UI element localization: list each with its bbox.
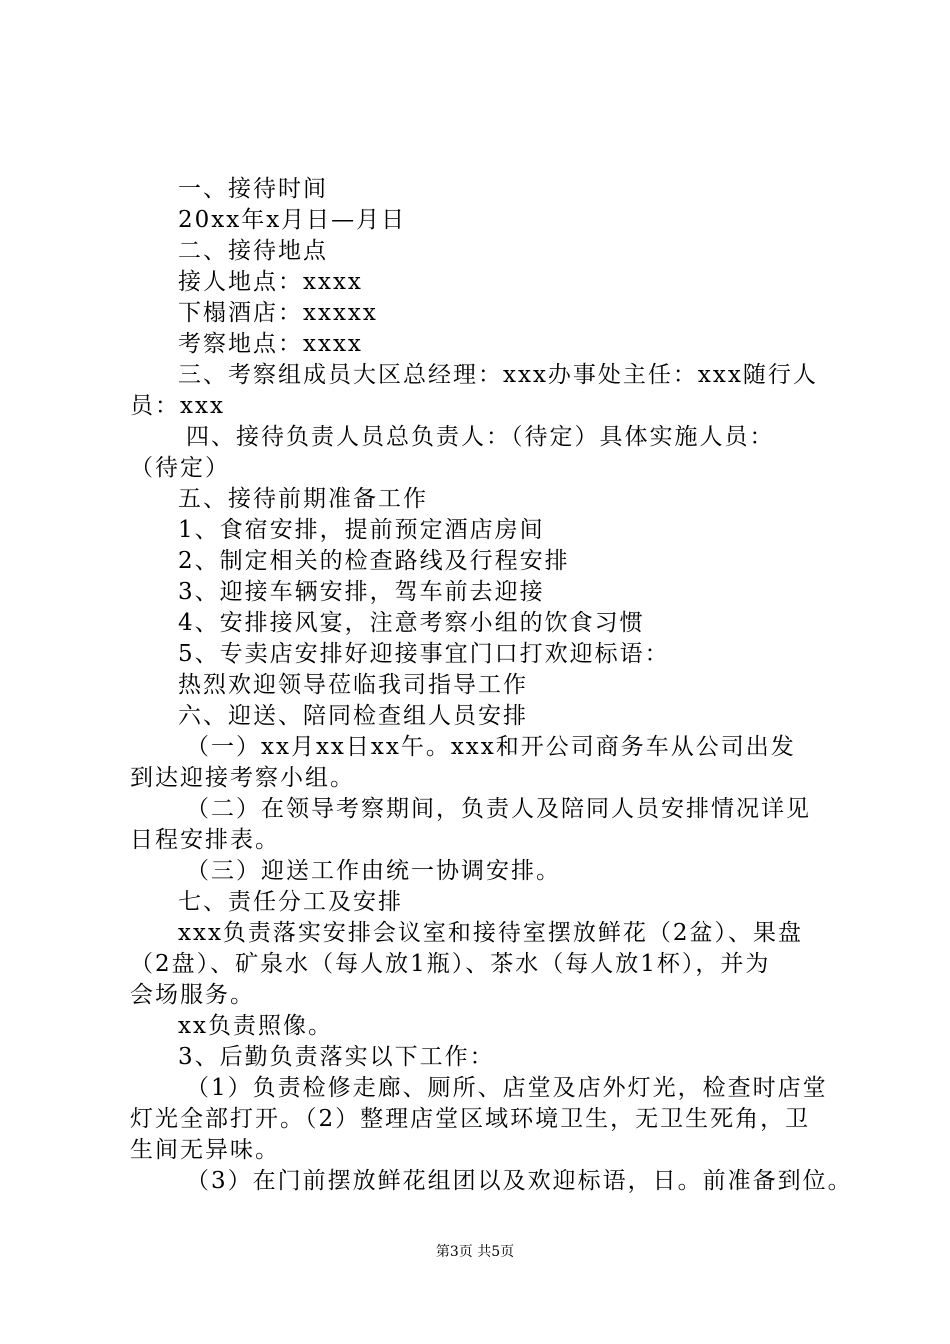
list-item: （一）xx月xx日xx午。xxx和开公司商务车从公司出发 [186, 734, 796, 760]
list-item: 5、专卖店安排好迎接事宜门口打欢迎标语： [178, 641, 670, 667]
section-heading-4: 四、接待负责人员总负责人：（待定）具体实施人员： [186, 424, 775, 450]
text-line: 接人地点：xxxx [178, 269, 363, 295]
section-heading-6: 六、迎送、陪同检查组人员安排 [178, 703, 528, 729]
text-line: 灯光全部打开。（2）整理店堂区域环境卫生，无卫生死角，卫 [130, 1106, 811, 1132]
list-item: 3、迎接车辆安排，驾车前去迎接 [178, 579, 545, 605]
section-heading-7: 七、责任分工及安排 [178, 889, 403, 915]
section-heading-2: 二、接待地点 [178, 238, 328, 264]
text-line: （2盘）、矿泉水（每人放1瓶）、茶水（每人放1杯），并为 [130, 951, 771, 977]
text-line: 热烈欢迎领导莅临我司指导工作 [178, 672, 528, 698]
page-footer: 第3页 共5页 [435, 1244, 515, 1260]
text-line: 到达迎接考察小组。 [130, 765, 355, 791]
text-line: 日程安排表。 [130, 827, 280, 853]
text-line: （待定） [130, 455, 230, 481]
list-item: 2、制定相关的检查路线及行程安排 [178, 548, 570, 574]
section-heading-5: 五、接待前期准备工作 [178, 486, 428, 512]
text-line: xx负责照像。 [178, 1013, 333, 1039]
text-line: 下榻酒店：xxxxx [178, 300, 378, 326]
section-heading-1: 一、接待时间 [178, 176, 328, 202]
text-line: 生间无异味。 [130, 1137, 280, 1163]
text-line: 员：xxx [130, 393, 225, 419]
list-item: （3）在门前摆放鲜花组团以及欢迎标语，日。前准备到位。 [186, 1168, 853, 1194]
text-line: xxx负责落实安排会议室和接待室摆放鲜花（2盆）、果盘 [178, 920, 804, 946]
list-item: （二）在领导考察期间，负责人及陪同人员安排情况详见 [186, 796, 811, 822]
list-item: 4、安排接风宴，注意考察小组的饮食习惯 [178, 610, 645, 636]
list-item: （1）负责检修走廊、厕所、店堂及店外灯光，检查时店堂 [186, 1075, 828, 1101]
text-line: 会场服务。 [130, 982, 255, 1008]
document-body [130, 174, 853, 1197]
text-line: 20xx年x月日—月日 [178, 207, 407, 233]
list-item: 3、后勤负责落实以下工作： [178, 1044, 495, 1070]
list-item: 1、食宿安排，提前预定酒店房间 [178, 517, 545, 543]
text-line: 考察地点：xxxx [178, 331, 363, 357]
list-item: （三）迎送工作由统一协调安排。 [186, 858, 561, 884]
section-heading-3: 三、考察组成员大区总经理：xxx办事处主任：xxx随行人 [178, 362, 818, 388]
